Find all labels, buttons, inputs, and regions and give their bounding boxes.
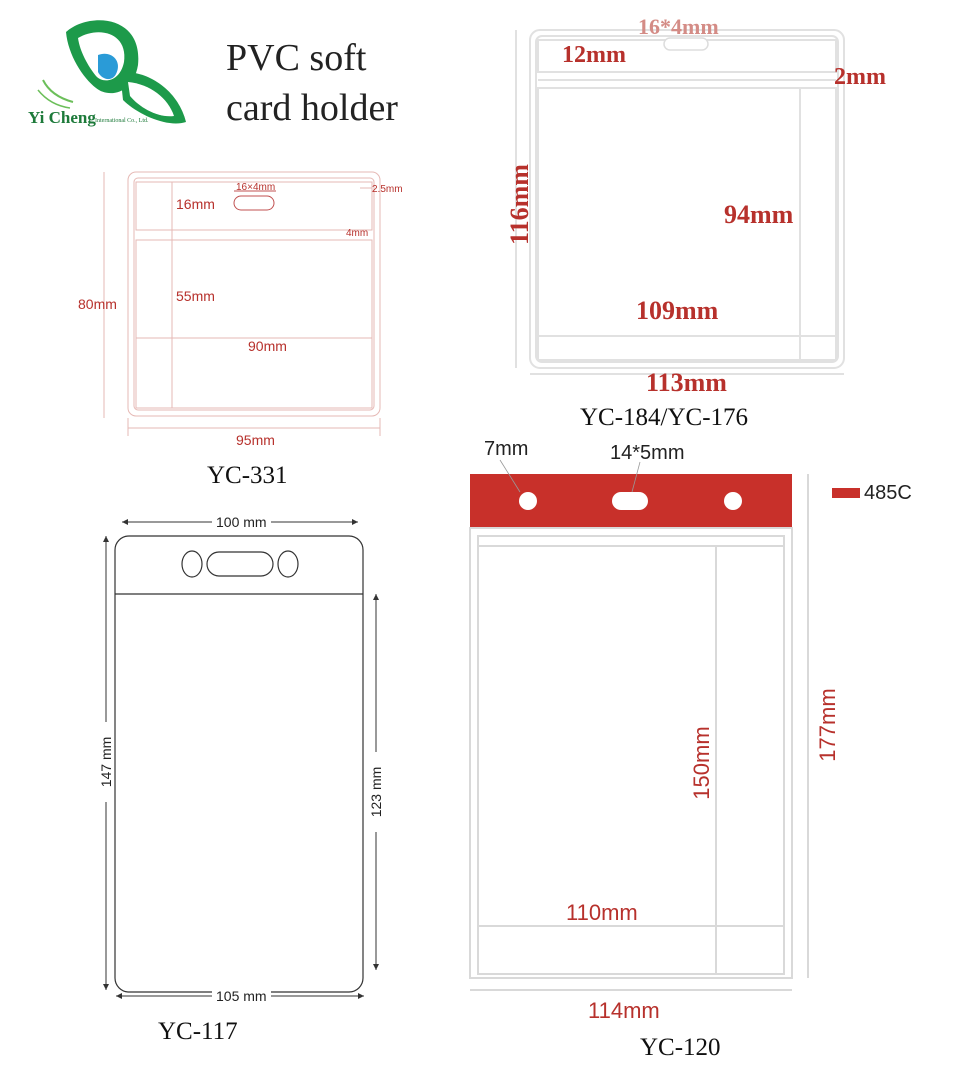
page-title-line1: PVC soft xyxy=(226,37,367,79)
yc184-model-label: YC-184/YC-176 xyxy=(580,404,749,431)
yc331-top-height-label: 16mm xyxy=(176,196,215,212)
yc120-outer-width-label: 114mm xyxy=(588,998,660,1023)
yc117-bottom-width-label: 105 mm xyxy=(212,988,271,1004)
page-title-line2: card holder xyxy=(226,87,398,129)
yc184-outer-width-label: 113mm xyxy=(646,368,727,397)
yc331-outer-height-label: 80mm xyxy=(78,296,117,312)
yc117-model-label: YC-117 xyxy=(158,1018,238,1045)
yc120-hole-label: 7mm xyxy=(484,438,529,460)
yc184-inner-width-label: 109mm xyxy=(636,296,719,325)
yc120-color-code-label: 485C xyxy=(864,482,912,504)
logo-subtitle: International Co., Ltd. xyxy=(95,118,149,124)
yc117-inner-height-label: 123 mm xyxy=(368,752,384,832)
yc184-diagram xyxy=(0,0,960,440)
yc120-inner-width-label: 110mm xyxy=(566,900,638,925)
yc331-slot-label: 16×4mm xyxy=(236,182,276,193)
yc120-inner-height-label: 150mm xyxy=(689,726,714,800)
yc117-outer-height-label: 147 mm xyxy=(98,722,114,802)
yc331-top-gap-label: 2.5mm xyxy=(372,184,403,195)
yc331-inner-width-label: 90mm xyxy=(248,338,287,354)
yc120-diagram xyxy=(0,430,960,1066)
yc120-model-label: YC-120 xyxy=(640,1034,721,1061)
yc184-outer-height-label: 116mm xyxy=(505,164,534,245)
yc331-model-label: YC-331 xyxy=(207,462,288,489)
yc117-top-width-label: 100 mm xyxy=(212,514,271,530)
yc184-slot-label: 16*4mm xyxy=(638,14,719,39)
yc331-gap-label: 4mm xyxy=(346,228,369,239)
yc184-top-height-label: 12mm xyxy=(562,42,626,68)
logo-name: Yi Cheng xyxy=(28,108,96,127)
yc331-inner-height-label: 55mm xyxy=(176,288,215,304)
yc331-outer-width-label: 95mm xyxy=(236,432,275,448)
yc184-drawing xyxy=(0,0,960,440)
yc184-gap-label: 2mm xyxy=(834,64,886,90)
yc120-slot-label: 14*5mm xyxy=(610,442,685,464)
yc120-outer-height-label: 177mm xyxy=(815,688,840,762)
yc184-inner-height-label: 94mm xyxy=(724,200,794,229)
color-swatch xyxy=(832,488,860,498)
